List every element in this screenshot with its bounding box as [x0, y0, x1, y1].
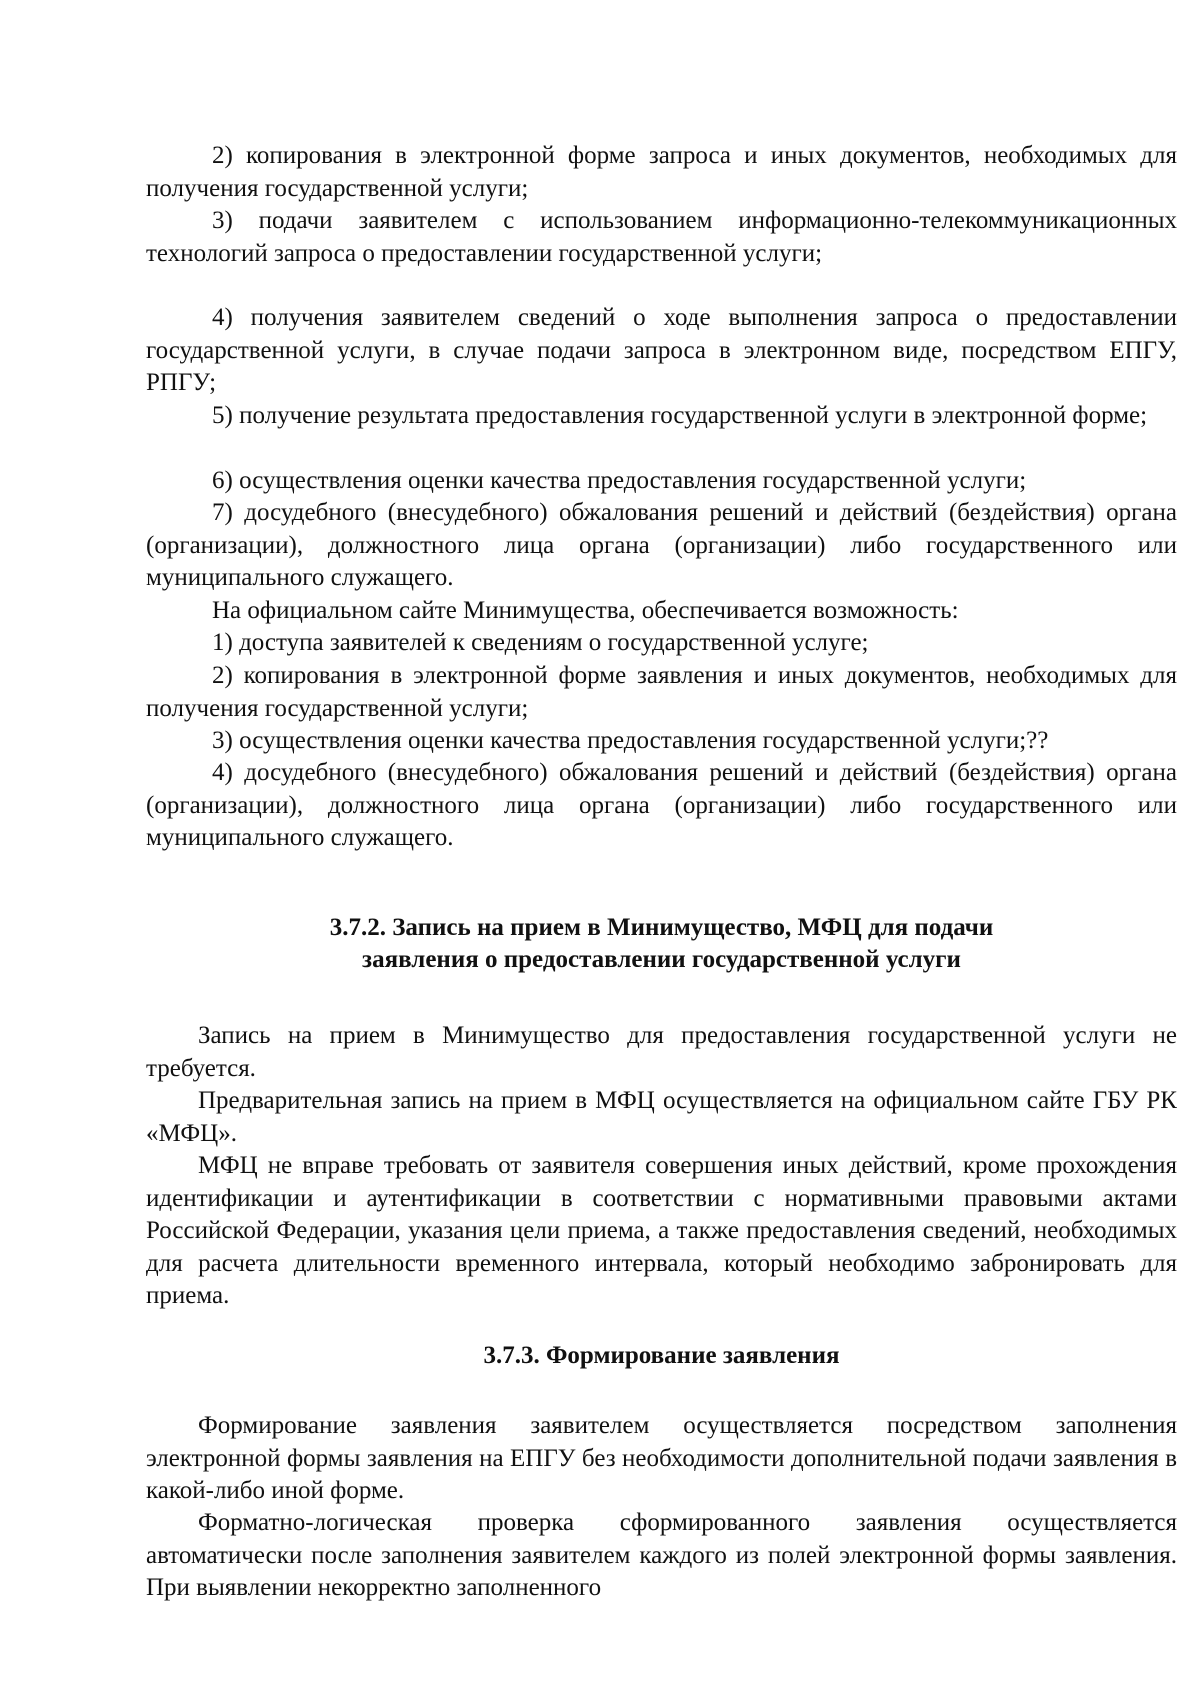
paragraph-appeal-2: 4) досудебного (внесудебного) обжалования решений и действий (бездействия) органа (организации), должностного лица органа (организации) либо государственного или муниципального служащего. — [146, 759, 1177, 851]
paragraph-access-info: 1) доступа заявителей к сведениям о государственной услуге; — [212, 629, 869, 656]
paragraph-no-appointment: Запись на прием в Минимущество для предоставления государственной услуги не требуется. — [146, 1022, 1177, 1082]
paragraph-result-electronic: 5) получение результата предоставления государственной услуги в электронной форме; — [212, 402, 1148, 429]
paragraph-quality-assessment-2: 3) осуществления оценки качества предоставления государственной услуги;?? — [212, 727, 1049, 754]
paragraph-appeal: 7) досудебного (внесудебного) обжалования решений и действий (бездействия) органа (организации), должностного лица органа (организации) либо государственного или муниципального служащего. — [146, 499, 1177, 591]
section-heading-3-7-3: 3.7.3. Формирование заявления — [483, 1342, 840, 1369]
paragraph-format-check: Форматно-логическая проверка сформированного заявления осуществляется автоматически после заполнения заявителем каждого из полей электронной формы заявления. При выявлении некорректно заполненного — [146, 1509, 1177, 1601]
paragraph-quality-assessment: 6) осуществления оценки качества предоставления государственной услуги; — [212, 467, 1027, 494]
paragraph-status-info: 4) получения заявителем сведений о ходе выполнения запроса о предоставлении государственной услуги, в случае подачи запроса в электронном виде, посредством ЕПГУ, РПГУ; — [146, 304, 1177, 396]
paragraph-application-forming: Формирование заявления заявителем осуществляется посредством заполнения электронной формы заявления на ЕПГУ без необходимости дополнительной подачи заявления в какой-либо иной форме. — [146, 1412, 1177, 1504]
paragraph-official-site: На официальном сайте Минимущества, обеспечивается возможность: — [212, 597, 959, 624]
paragraph-mfc-preregistration: Предварительная запись на прием в МФЦ осуществляется на официальном сайте ГБУ РК «МФЦ». — [146, 1087, 1177, 1147]
section-heading-line-2: заявления о предоставлении государственной услуги — [362, 946, 961, 973]
paragraph-copy-application: 2) копирования в электронной форме заявления и иных документов, необходимых для получения государственной услуги; — [146, 662, 1177, 722]
paragraph-mfc-restrictions: МФЦ не вправе требовать от заявителя совершения иных действий, кроме прохождения идентификации и аутентификации в соответствии с нормативными правовыми актами Российской Федерации, указания цели приема, а также предоставления сведений, необходимых для расчета длительности временного интервала, который необходимо забронировать для приема. — [146, 1152, 1177, 1309]
paragraph-copy-request: 2) копирования в электронной форме запроса и иных документов, необходимых для получения государственной услуги; — [146, 142, 1177, 202]
paragraph-submit-request: 3) подачи заявителем с использованием информационно-телекоммуникационных технологий запроса о предоставлении государственной услуги; — [146, 207, 1177, 267]
section-heading-line-1: 3.7.2. Запись на прием в Минимущество, МФЦ для подачи — [329, 914, 994, 941]
section-heading-3-7-2 — [146, 912, 1177, 976]
